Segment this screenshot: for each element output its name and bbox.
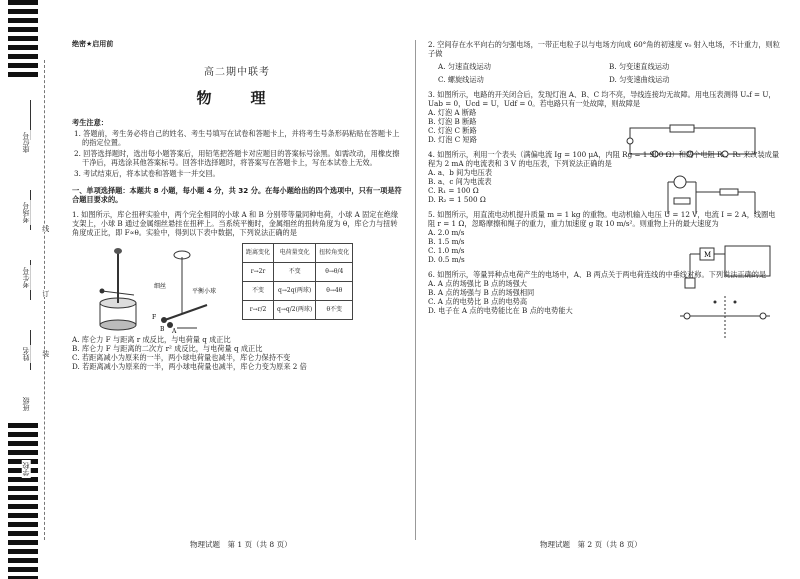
page-footer-2: 物理试题 第 2 页（共 8 页） (540, 540, 642, 549)
question-5 (428, 210, 780, 264)
name-label: 姓名 (22, 347, 30, 361)
table-cell: q→q/2(两球) (274, 301, 316, 320)
page-divider (415, 40, 416, 540)
section-heading: 一、单项选择题：本题共 8 小题，每小题 4 分，共 32 分。在每小题给出的四个选项中，只有一项是符合题目要求的。 (72, 186, 402, 204)
binding-dashed-line (44, 60, 45, 540)
table-cell: θ不变 (316, 301, 353, 320)
exam-room-label: 考场号 (22, 202, 30, 223)
right-page (428, 40, 780, 315)
option-d: D. 0.5 m/s (428, 255, 465, 264)
options (438, 58, 780, 84)
binding-mark: 装 (41, 350, 50, 357)
option-c: C. 螺旋线运动 (438, 75, 484, 84)
question-4 (428, 150, 780, 204)
option-c: C. 灯泡 C 断路 (428, 126, 477, 135)
table-cell: θ→4θ (316, 282, 353, 301)
option-b: B. 库仑力 F 与距离的二次方 r² 成反比，与电荷量 q 成正比 (72, 344, 263, 353)
fig-label-f: F (152, 314, 157, 321)
notice-block (72, 118, 402, 178)
school-label: 学校 (22, 462, 30, 476)
option-a: A. a、b 间为电压表 (428, 168, 493, 177)
svg-text:M: M (704, 251, 712, 259)
question-stem: 6. 如图所示，等量异种点电荷产生的电场中，A、B 两点关于两电荷连线的中垂线对称。下列说法正确的是 (428, 270, 767, 279)
subject-title: 物 理 (196, 89, 278, 108)
option-a: A. A 点的场强比 B 点的场强大 (428, 279, 527, 288)
class-label: 班级 (22, 397, 30, 411)
option-a: A. 匀速直线运动 (438, 62, 491, 71)
page-footer-1: 物理试题 第 1 页（共 8 页） (190, 540, 292, 549)
binding-mark: 订 (41, 290, 50, 297)
option-c: C. A 点的电势比 B 点的电势高 (428, 297, 528, 306)
option-b: B. 1.5 m/s (428, 237, 465, 246)
table-cell: θ→θ/4 (316, 263, 353, 282)
question-6 (428, 270, 780, 315)
notice-item: 1. 答题前，考生务必将自己的姓名、考生号填写在试卷和答题卡上，并将考生号条形码粘贴在答题卡上的指定位置。 (74, 129, 400, 147)
option-d: D. 若距离减小为原来的一半，两小球电荷量也减半，库仑力变为原来 2 倍 (72, 362, 307, 371)
question-stem: 1. 如图所示，库仑扭秤实验中，两个完全相同的小球 A 和 B 分别带等量同种电荷，小球 A 固定在绝缘支架上，小球 B 通过金属细丝悬挂在扭秤上。当系统平衡时，金属细丝的扭转角度为 θ，库仑力与扭转角度成正比，即 F∝θ。实验中，得到以下表中数据，下列说法正确的是 (72, 210, 399, 237)
table-cell: q→2q(两球) (274, 282, 316, 301)
data-table (242, 243, 353, 320)
table-row (243, 282, 353, 301)
option-a: A. 灯泡 A 断路 (428, 108, 477, 117)
question-1 (72, 210, 402, 371)
fig-label-wire: 细丝 (154, 283, 167, 290)
binding-strip (0, 0, 58, 579)
torsion-balance-diagram (72, 243, 237, 335)
candidate-number-label: 考生号 (22, 267, 30, 288)
option-d: D. 灯泡 C 短路 (428, 135, 477, 144)
option-c: C. 若距离减小为原来的一半，两小球电荷量也减半，库仑力保持不变 (72, 353, 291, 362)
question-stem: 2. 空间存在水平向右的匀强电场，一带正电粒子以与电场方向成 60°角的初速度 v₀ 射入电场，不计重力，则粒子做 (428, 40, 780, 58)
option-a: A. 库仑力 F 与距离 r 成反比，与电荷量 q 成正比 (72, 335, 231, 344)
table-cell: 不变 (243, 282, 274, 301)
confidential-mark: 绝密★启用前 (72, 40, 114, 48)
table-cell: r→r/2 (243, 301, 274, 320)
option-b: B. 匀变速直线运动 (609, 62, 670, 71)
dipole-field-diagram (675, 294, 775, 342)
question-stem: 4. 如图所示，利用一个表头（满偏电流 Ig = 100 μA，内阻 Rg = 1 900 Ω）和两个电阻 R₁、R₂ 来改装成量程为 2 mA 的电流表和 3 V 的电压表，下列说法正确的是 (428, 150, 780, 168)
table-row (243, 263, 353, 282)
seat-number-label: 座位号 (22, 132, 30, 153)
option-d: D. R₂ = 1 500 Ω (428, 195, 486, 204)
option-c: C. R₁ = 100 Ω (428, 186, 479, 195)
question-3 (428, 90, 780, 144)
table-header: 扭转角变化 (316, 244, 353, 263)
notice-heading: 考生注意： (72, 118, 108, 127)
option-b: B. a、c 间为电流表 (428, 177, 492, 186)
option-d: D. 匀变速曲线运动 (609, 75, 670, 84)
table-header: 距离变化 (243, 244, 274, 263)
notice-item: 3. 考试结束后，将本试卷和答题卡一并交回。 (74, 169, 220, 178)
option-b: B. A 点的场强与 B 点的场强相同 (428, 288, 535, 297)
fig-label-b: B (160, 326, 165, 333)
option-c: C. 1.0 m/s (428, 246, 465, 255)
fig-label-ball: 平衡小球 (192, 288, 217, 295)
option-a: A. 2.0 m/s (428, 228, 465, 237)
question-2 (428, 40, 780, 84)
table-cell: 不变 (274, 263, 316, 282)
exam-title: 高二期中联考 (204, 66, 270, 78)
table-row (243, 301, 353, 320)
option-d: D. 电子在 A 点的电势能比在 B 点的电势能大 (428, 306, 573, 315)
question-stem: 3. 如图所示，电路的开关闭合后，发现灯泡 A、B、C 均不亮，导线连接均无故障。用电压表测得 Uₐf = U，Uab = 0，Ucd = U，Udf = 0。若电路只有一处故障，则故障是 (428, 90, 776, 108)
table-header: 电荷量变化 (274, 244, 316, 263)
table-cell: r→2r (243, 263, 274, 282)
left-page (72, 40, 402, 371)
fig-label-a: A (172, 328, 177, 335)
question-1-figure (72, 243, 402, 335)
binding-mark: 线 (41, 225, 50, 232)
question-stem: 5. 如图所示，用直流电动机提升质量 m = 1 kg 的重物。电动机输入电压 U = 12 V，电流 I = 2 A，线圈电阻 r = 1 Ω，忽略摩擦和绳子的重力，重力加速度 g 取 10 m/s²。则重物上升的最大速度为 (428, 210, 776, 228)
notice-item: 2. 回答选择题时，选出每小题答案后，用铅笔把答题卡对应题目的答案标号涂黑。如需改动，用橡皮擦干净后，再选涂其他答案标号。回答非选择题时，将答案写在答题卡上，写在本试卷上无效。 (74, 149, 400, 167)
option-b: B. 灯泡 B 断路 (428, 117, 477, 126)
